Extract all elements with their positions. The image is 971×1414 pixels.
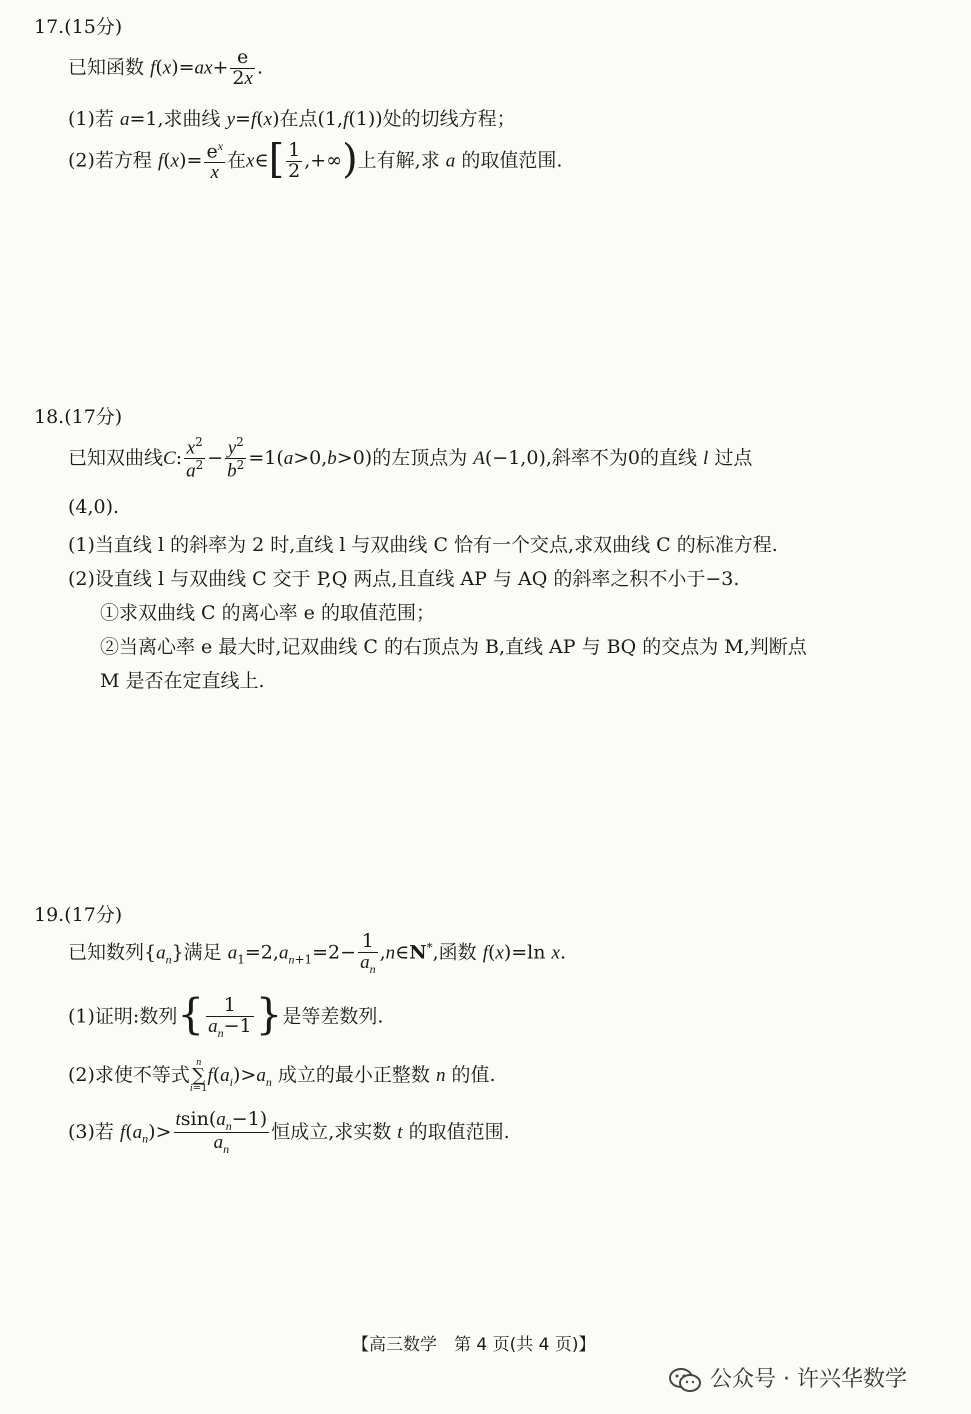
stem-text: 斜率不为0的直线 xyxy=(551,446,697,469)
stem-text: 已知函数 xyxy=(68,56,145,79)
part-text: (3)若 xyxy=(68,1120,114,1143)
part-text: 是等差数列. xyxy=(282,1005,384,1028)
part-text: (2)求使不等式 xyxy=(68,1064,190,1087)
question-19-part-1: (1)证明:数列{ $\frac{1}{a_n-1}$ }是等差数列. xyxy=(68,989,384,1040)
stem-text: 已知双曲线 xyxy=(68,446,164,469)
question-18-sub-2-cont: M 是否在定直线上. xyxy=(100,670,265,692)
part-text: 的值. xyxy=(451,1064,496,1087)
part-text: 成立的最小正整数 xyxy=(277,1064,430,1087)
part-text: 求曲线 xyxy=(163,108,221,130)
question-19-header: 19.(17分) xyxy=(34,904,123,926)
question-18-stem: 已知双曲线C: $\frac{x^2}{a^2}$ − $\frac{y^2}{b^2}$ =1(a>0,b>0)的左顶点为 A(−1,0),斜率不为0的直线 l 过点 xyxy=(68,435,753,482)
question-17-stem: 已知函数 f(x)=ax+ $\frac{e}{2x}$ . xyxy=(68,46,263,89)
part-text: 的取值范围. xyxy=(408,1120,510,1143)
part-text: (1)证明:数列 xyxy=(68,1005,178,1028)
stem-text: 的左顶点为 xyxy=(372,446,468,469)
watermark xyxy=(668,1362,907,1393)
stem-text: }满足 xyxy=(171,941,222,964)
part-text: (2)若方程 xyxy=(68,149,152,172)
question-19-stem: 已知数列$\{a_n\}$满足 $a_1=2,a_{n+1}=2-$ $\frac{1}{a_n}$ ,n∈N*,函数 f(x)=ln x. xyxy=(68,930,566,976)
part-text: 恒成立,求实数 xyxy=(271,1120,392,1143)
wechat-icon xyxy=(668,1367,702,1393)
stem-text: 过点 xyxy=(714,446,753,469)
part-text: 在 xyxy=(227,149,247,172)
page-footer: 【高三数学 第 4 页(共 4 页)】 xyxy=(352,1335,596,1355)
stem-text: 函数 xyxy=(438,941,477,964)
question-19-part-3: (3)若 $f(a_n)>$ $\frac{tsin(a_n-1)}{a_n}$ 恒成立,求实数 t 的取值范围. xyxy=(68,1108,510,1157)
question-18-part-1: (1)当直线 l 的斜率为 2 时,直线 l 与双曲线 C 恰有一个交点,求双曲线 C 的标准方程. xyxy=(68,534,778,556)
question-18-part-2: (2)设直线 l 与双曲线 C 交于 P,Q 两点,且直线 AP 与 AQ 的斜率之积不小于−3. xyxy=(68,568,740,590)
question-17-part-2: (2)若方程 f(x)= $\frac{e^x}{x}$ 在x∈[ $\frac{1}{2}$ ,+∞)上有解,求 a 的取值范围. xyxy=(68,136,563,184)
question-18-header: 18.(17分) xyxy=(34,406,123,428)
question-18-sub-1: ①求双曲线 C 的离心率 e 的取值范围； xyxy=(100,602,435,624)
part-text: 的取值范围. xyxy=(461,149,563,172)
question-17-part-1: (1)若 a=1,求曲线 y=f(x)在点(1,f(1))处的切线方程； xyxy=(68,108,516,130)
part-text: 上有解,求 xyxy=(357,149,440,172)
part-text: 在点(1, xyxy=(279,108,344,130)
watermark-text: 公众号 · 许兴华数学 xyxy=(710,1367,907,1392)
part-text: (1))处的切线方程； xyxy=(348,108,516,130)
question-18-stem-cont: (4,0). xyxy=(68,496,120,518)
question-19-part-2: (2)求使不等式n ∑ $i=1f(a_i)>a_n$ 成立的最小正整数 n 的值. xyxy=(68,1057,496,1095)
question-17-header: 17.(15分) xyxy=(34,16,123,38)
stem-text: 已知数列{ xyxy=(68,941,157,964)
question-18-sub-2: ②当离心率 e 最大时,记双曲线 C 的右顶点为 B,直线 AP 与 BQ 的交点为 M,判断点 xyxy=(100,636,807,658)
part-text: (1)若 xyxy=(68,108,114,130)
